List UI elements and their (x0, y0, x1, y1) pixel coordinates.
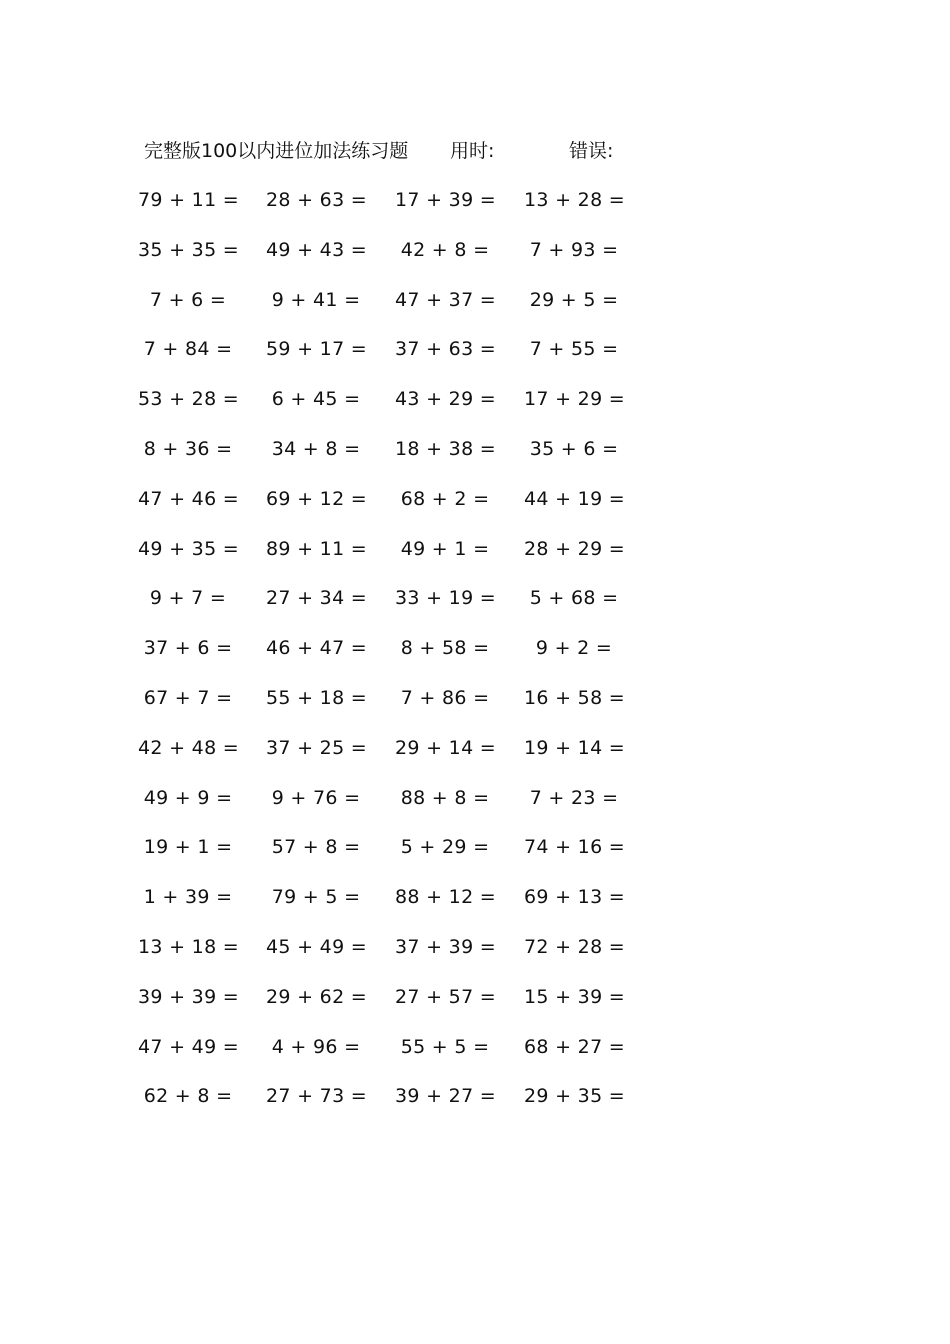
addition-problem: 28 + 63 = (266, 189, 368, 211)
addition-problem: 39 + 27 = (395, 1085, 497, 1108)
problem-row (144, 832, 664, 882)
worksheet-header (144, 136, 704, 166)
problem-row (144, 434, 664, 484)
problem-row (138, 733, 664, 783)
addition-problem: 7 + 84 = (143, 338, 233, 361)
addition-problem: 13 + 18 = (138, 935, 240, 958)
problem-row (144, 285, 664, 335)
addition-problem: 7 + 55 = (529, 338, 619, 361)
addition-problem: 29 + 5 = (529, 288, 619, 311)
addition-problem: 44 + 19 = (524, 487, 626, 510)
addition-problem: 46 + 47 = (266, 637, 368, 660)
addition-problem: 55 + 18 = (266, 686, 368, 709)
addition-problem: 37 + 6 = (143, 637, 233, 660)
addition-problem: 4 + 96 = (271, 1035, 361, 1058)
addition-problem: 49 + 35 = (138, 537, 240, 560)
addition-problem: 29 + 35 = (524, 1085, 626, 1108)
addition-problem: 37 + 25 = (266, 736, 368, 759)
addition-problem: 59 + 17 = (266, 338, 368, 361)
addition-problem: 35 + 35 = (138, 238, 240, 261)
addition-problem: 29 + 62 = (266, 985, 368, 1008)
addition-problem: 8 + 36 = (143, 437, 233, 460)
addition-problem: 35 + 6 = (529, 437, 619, 460)
addition-problem: 49 + 1 = (400, 537, 490, 560)
addition-problem: 18 + 38 = (395, 437, 497, 460)
error-count-label: 错误: (569, 140, 614, 162)
addition-problem: 7 + 23 = (529, 786, 619, 809)
problem-row (144, 1081, 664, 1131)
addition-problem: 27 + 57 = (395, 985, 497, 1008)
addition-problem: 55 + 5 = (400, 1035, 490, 1058)
addition-problem: 89 + 11 = (266, 537, 368, 560)
addition-problem: 28 + 29 = (524, 537, 626, 560)
addition-problem: 19 + 14 = (524, 736, 626, 759)
addition-problem: 42 + 48 = (138, 736, 240, 759)
addition-problem: 45 + 49 = (266, 935, 368, 958)
addition-problem: 39 + 39 = (138, 985, 240, 1008)
worksheet-title: 完整版100以内进位加法练习题 (144, 140, 409, 162)
addition-problem: 9 + 7 = (149, 587, 227, 610)
problem-row (144, 882, 664, 932)
addition-problem: 53 + 28 = (138, 388, 240, 411)
addition-problem: 7 + 93 = (529, 238, 619, 261)
time-used-label: 用时: (450, 140, 495, 162)
addition-problem: 5 + 68 = (529, 587, 619, 610)
addition-problem: 68 + 27 = (524, 1035, 626, 1058)
addition-problem: 43 + 29 = (395, 388, 497, 411)
addition-problem: 74 + 16 = (524, 836, 626, 859)
problem-row (138, 534, 664, 584)
addition-problem: 72 + 28 = (524, 935, 626, 958)
addition-problem: 49 + 43 = (266, 238, 368, 261)
addition-problem: 62 + 8 = (143, 1085, 233, 1108)
problem-row (138, 932, 664, 982)
addition-problem: 37 + 39 = (395, 935, 497, 958)
addition-problem: 33 + 19 = (395, 587, 497, 610)
problem-row (138, 384, 664, 434)
problem-row (144, 334, 664, 384)
addition-problem: 17 + 29 = (524, 388, 626, 411)
addition-problem: 68 + 2 = (400, 487, 490, 510)
addition-problem: 19 + 1 = (143, 836, 233, 859)
addition-problem: 49 + 9 = (143, 786, 233, 809)
problem-row (144, 683, 664, 733)
addition-problem: 79 + 11 = (138, 189, 240, 211)
addition-problem: 13 + 28 = (524, 189, 626, 211)
addition-problem: 29 + 14 = (395, 736, 497, 759)
addition-problem: 88 + 8 = (400, 786, 490, 809)
addition-problem: 27 + 34 = (266, 587, 368, 610)
addition-problem: 69 + 13 = (524, 886, 626, 909)
addition-problem: 7 + 6 = (149, 288, 227, 311)
addition-problem: 69 + 12 = (266, 487, 368, 510)
problem-row (138, 982, 664, 1032)
addition-problem: 47 + 37 = (395, 288, 497, 311)
addition-problem: 47 + 49 = (138, 1035, 240, 1058)
addition-problem: 5 + 29 = (400, 836, 490, 859)
addition-problem: 9 + 76 = (271, 786, 361, 809)
addition-problem: 6 + 45 = (271, 388, 361, 411)
addition-problem: 34 + 8 = (271, 437, 361, 460)
addition-problem: 57 + 8 = (271, 836, 361, 859)
addition-problem: 16 + 58 = (524, 686, 626, 709)
addition-problem: 7 + 86 = (400, 686, 490, 709)
problem-row (138, 1032, 664, 1082)
addition-problem: 9 + 41 = (271, 288, 361, 311)
problem-row (138, 235, 664, 285)
problem-row (138, 185, 664, 235)
addition-problem: 8 + 58 = (400, 637, 490, 660)
addition-problem: 42 + 8 = (400, 238, 490, 261)
addition-problem: 67 + 7 = (143, 686, 233, 709)
problem-row (144, 783, 664, 833)
addition-problem: 47 + 46 = (138, 487, 240, 510)
addition-problem: 17 + 39 = (395, 189, 497, 211)
addition-problem: 1 + 39 = (143, 886, 233, 909)
addition-problem: 27 + 73 = (266, 1085, 368, 1108)
addition-problem: 88 + 12 = (395, 886, 497, 909)
problem-grid (138, 185, 664, 1131)
problem-row (144, 633, 664, 683)
problem-row (138, 484, 664, 534)
addition-problem: 79 + 5 = (271, 886, 361, 909)
addition-problem: 37 + 63 = (395, 338, 497, 361)
addition-problem: 15 + 39 = (524, 985, 626, 1008)
addition-problem: 9 + 2 = (535, 637, 613, 660)
problem-row (144, 583, 664, 633)
